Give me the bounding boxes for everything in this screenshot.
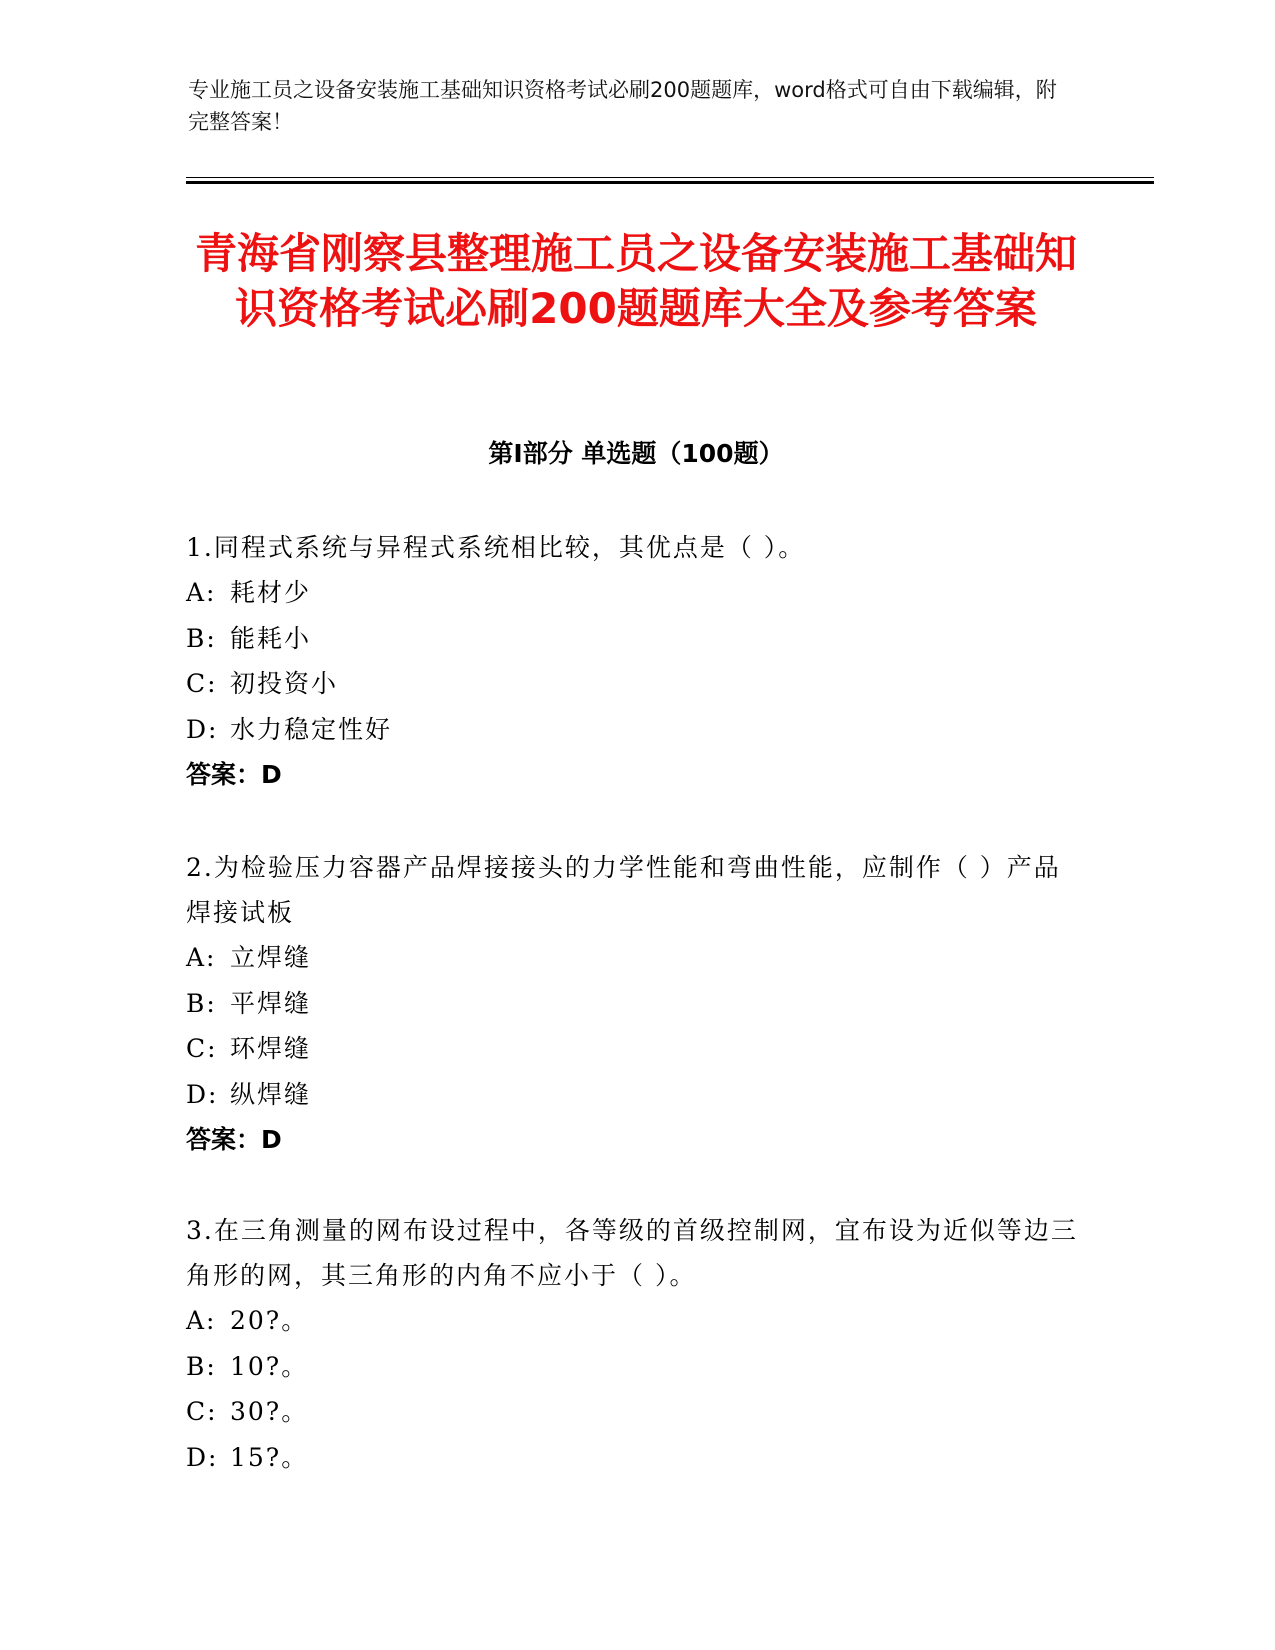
option-key: A: xyxy=(186,1306,217,1335)
option-text: 水力稳定性好 xyxy=(230,714,393,744)
option-b xyxy=(186,1344,1086,1390)
option-text: 平焊缝 xyxy=(230,988,312,1018)
option-key: B: xyxy=(186,988,217,1018)
option-key: B: xyxy=(186,623,217,653)
option-key: D: xyxy=(186,1079,219,1109)
question-stem: 2.为检验压力容器产品焊接接头的力学性能和弯曲性能，应制作（ ）产品焊接试板 xyxy=(186,853,1061,927)
option-c xyxy=(186,661,1086,707)
question-block xyxy=(186,1208,1086,1480)
option-text: 15?。 xyxy=(230,1442,309,1472)
option-key: A: xyxy=(186,578,217,607)
question-stem: 3.在三角测量的网布设过程中，各等级的首级控制网，宜布设为近似等边三角形的网，其三角形的内角不应小于（ ）。 xyxy=(186,1216,1078,1290)
question-stem: 1.同程式系统与异程式系统相比较，其优点是（ ）。 xyxy=(186,533,806,562)
option-d xyxy=(186,1072,1086,1118)
answer-line: 答案：D xyxy=(186,1125,282,1154)
answer-line: 答案：D xyxy=(186,760,282,789)
option-text: 30?。 xyxy=(230,1397,309,1426)
header-divider-thin xyxy=(186,177,1154,178)
option-text: 环焊缝 xyxy=(230,1034,312,1063)
option-text: 耗材少 xyxy=(230,578,312,607)
option-text: 能耗小 xyxy=(230,623,312,653)
option-text: 20?。 xyxy=(230,1306,309,1335)
option-text: 纵焊缝 xyxy=(230,1079,312,1109)
option-key: C: xyxy=(186,1397,218,1426)
option-b xyxy=(186,616,1086,662)
section-title: 第Ⅰ部分 单选题（100题） xyxy=(488,439,784,468)
option-d xyxy=(186,707,1086,753)
option-c xyxy=(186,1389,1086,1435)
option-key: A: xyxy=(186,943,217,972)
option-key: C: xyxy=(186,1034,218,1063)
option-key: B: xyxy=(186,1351,217,1381)
option-text: 10?。 xyxy=(230,1351,309,1381)
option-a xyxy=(186,1298,1086,1344)
header-divider-thick xyxy=(186,181,1154,184)
option-key: D: xyxy=(186,714,219,744)
option-text: 初投资小 xyxy=(230,669,339,698)
header-note: 专业施工员之设备安装施工基础知识资格考试必刷200题题库，word格式可自由下载编辑，附完整答案！ xyxy=(188,78,1057,134)
option-key: C: xyxy=(186,669,218,698)
option-a xyxy=(186,570,1086,616)
option-key: D: xyxy=(186,1442,219,1472)
option-b xyxy=(186,981,1086,1027)
option-text: 立焊缝 xyxy=(230,943,312,972)
option-a xyxy=(186,935,1086,981)
question-block xyxy=(186,845,1086,1163)
option-d xyxy=(186,1435,1086,1481)
option-c xyxy=(186,1026,1086,1072)
document-title: 青海省刚察县整理施工员之设备安装施工基础知识资格考试必刷200题题库大全及参考答案 xyxy=(194,229,1077,333)
question-block xyxy=(186,525,1086,798)
